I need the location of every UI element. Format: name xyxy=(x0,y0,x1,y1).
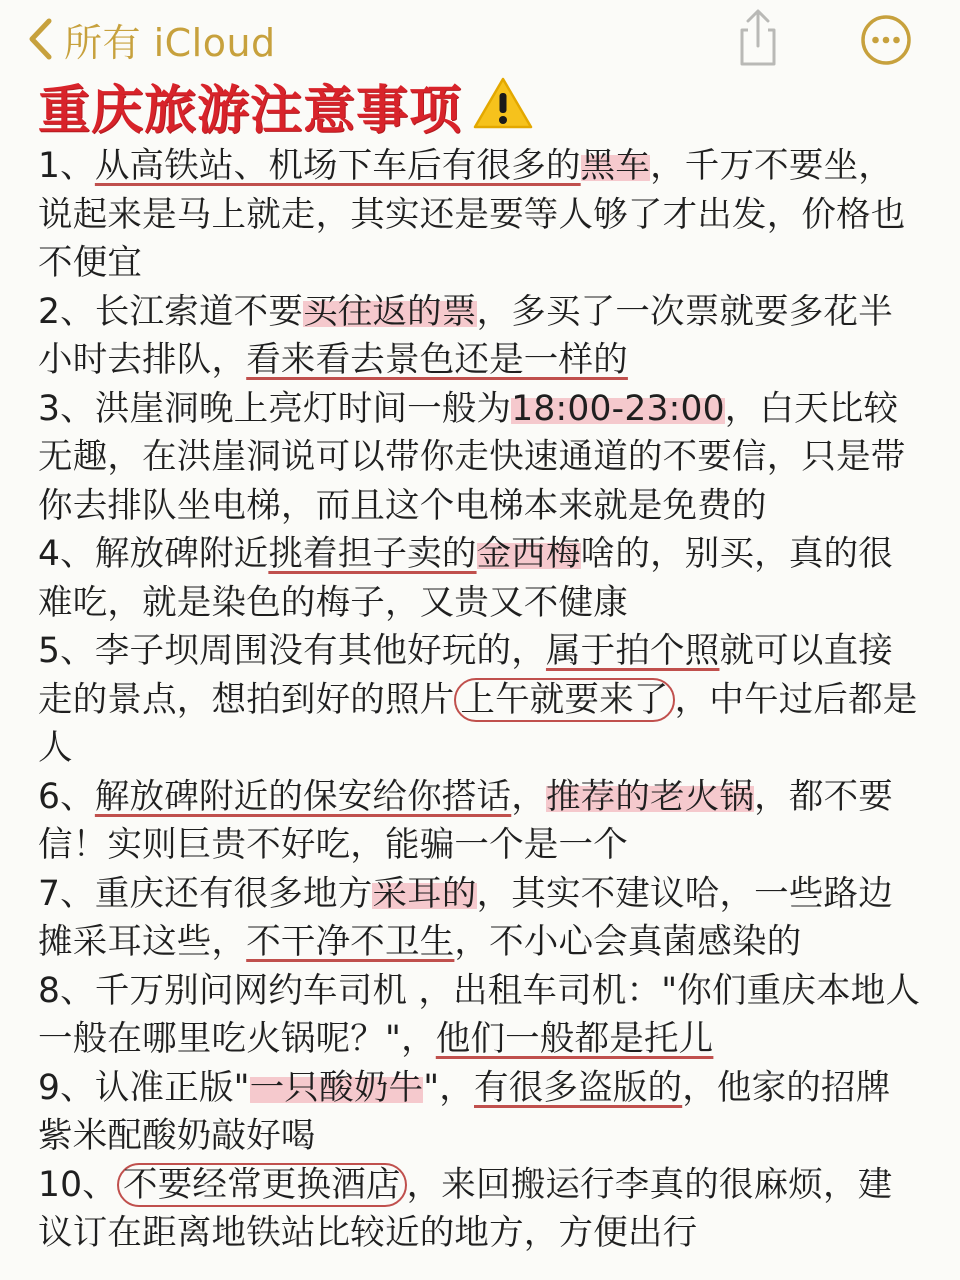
note-text: ，他家的招牌紫米配酸奶敲好喝 xyxy=(38,1067,891,1156)
note-text: 4、解放碑附近 xyxy=(38,534,269,574)
underlined-text: 他们一般都是托儿 xyxy=(435,1019,714,1059)
note-text: 啥的，别买，真的很难吃，就是染色的梅子，又贵又不健康 xyxy=(38,534,893,623)
note-item xyxy=(38,530,922,627)
share-icon xyxy=(734,53,782,72)
note-item xyxy=(38,870,922,967)
underlined-text: 有很多盗版的 xyxy=(474,1067,683,1108)
underlined-text: 看来看去景色还是一样的 xyxy=(246,340,628,380)
note-text: ，来回搬运行李真的很麻烦，建议订在距离地铁站比较近的地方，方便出行 xyxy=(38,1164,893,1253)
underlined-text: 解放碑附近的保安给你搭话 xyxy=(94,776,512,817)
highlighted-text: 采耳的 xyxy=(372,873,477,914)
note-item xyxy=(38,627,922,773)
chevron-left-icon xyxy=(28,18,52,60)
circled-text: 上午就要来了 xyxy=(454,678,674,722)
note-text: ，中午过后都是人 xyxy=(38,679,918,768)
note-text: 3、洪崖洞晚上亮灯时间一般为 xyxy=(38,388,512,429)
highlighted-text: 18:00-23:00 xyxy=(511,388,725,429)
note-text: ，千万不要坐，说起来是马上就走，其实还是要等人够了才出发，价格也不便宜 xyxy=(38,146,906,283)
note-item xyxy=(38,385,922,531)
note-text: 7、重庆还有很多地方 xyxy=(38,873,373,914)
back-label: 所有 iCloud xyxy=(64,20,276,65)
circled-text: 不要经常更换酒店 xyxy=(117,1163,407,1207)
note-text: 6、 xyxy=(38,776,95,817)
underlined-text: 不干净不卫生 xyxy=(246,922,455,962)
note-text: 1、 xyxy=(38,146,95,186)
note-text: ，白天比较无趣，在洪崖洞说可以带你走快速通道的不要信，只是带你去排队坐电梯，而且这个电梯本来就是免费的 xyxy=(38,388,906,526)
note-title: 重庆旅游注意事项 xyxy=(38,79,463,141)
highlighted-text: 推荐的老火锅 xyxy=(545,776,755,817)
note-item xyxy=(38,142,922,288)
highlighted-text: 一只酸奶牛 xyxy=(249,1067,424,1108)
note-text: ，多买了一次票就要多花半小时去排队， xyxy=(38,291,893,380)
share-button[interactable] xyxy=(734,6,782,68)
note-text: ， xyxy=(511,776,546,817)
underlined-text: 挑着担子卖的 xyxy=(268,534,477,574)
highlighted-text: 黑车 xyxy=(580,146,651,186)
underlined-text: 从高铁站、机场下车后有很多的 xyxy=(94,146,581,186)
note-item xyxy=(38,288,922,385)
note-item xyxy=(38,967,922,1064)
note-text: 8、千万别问网约车司机 ，出租车司机："你们重庆本地人一般在哪里吃火锅呢？"， xyxy=(38,970,921,1059)
back-button[interactable] xyxy=(28,12,276,66)
more-icon xyxy=(860,51,912,70)
note-text: ，其实不建议哈，一些路边摊采耳这些， xyxy=(38,873,893,962)
note-text: 2、长江索道不要 xyxy=(38,291,304,332)
note-item xyxy=(38,1064,922,1161)
note-text: 就可以直接走的景点，想拍到好的照片 xyxy=(38,631,893,720)
highlighted-text: 买往返的票 xyxy=(303,291,477,332)
note-text: 10、 xyxy=(38,1164,117,1205)
note-text: ，都不要信！实则巨贵不好吃，能骗一个是一个 xyxy=(38,776,893,865)
note-text: ，不小心会真菌感染的 xyxy=(454,922,802,962)
note-title-row xyxy=(38,72,534,141)
note-text: "， xyxy=(423,1067,474,1108)
note-text: 9、认准正版" xyxy=(38,1067,250,1108)
note-item xyxy=(38,773,922,870)
more-button[interactable] xyxy=(860,14,912,66)
navigation-bar xyxy=(0,0,960,78)
warning-icon xyxy=(472,75,534,135)
note-item xyxy=(38,1161,922,1258)
note-body xyxy=(38,142,922,1258)
highlighted-text: 金西梅 xyxy=(476,534,581,574)
underlined-text: 属于拍个照 xyxy=(545,631,720,671)
note-text: 5、李子坝周围没有其他好玩的， xyxy=(38,631,546,671)
